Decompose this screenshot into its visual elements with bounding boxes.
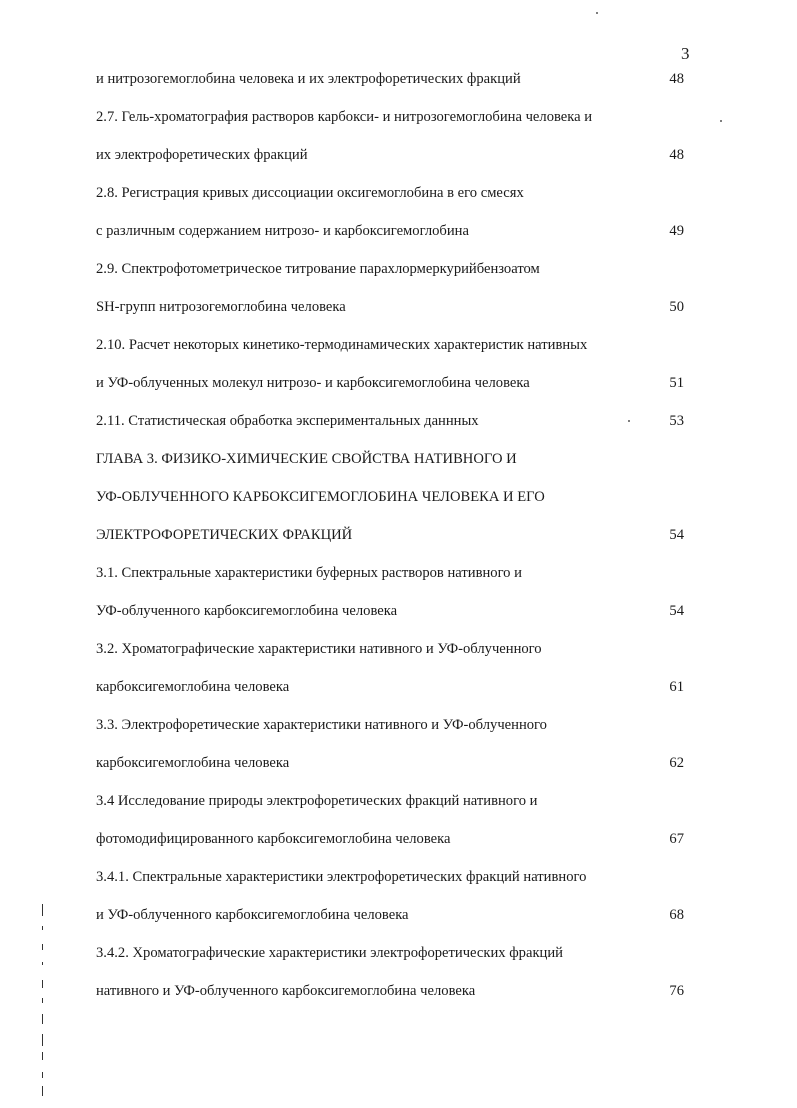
toc-page: 51 [669,375,684,391]
toc-page: 54 [669,527,684,543]
toc-chapter-heading: ГЛАВА 3. ФИЗИКО-ХИМИЧЕСКИЕ СВОЙСТВА НАТИВНОГО И [96,451,517,467]
toc-line: 2.10. Расчет некоторых кинетико-термодинамических характеристик нативных [96,337,588,353]
toc-line: 2.11. Статистическая обработка экспериментальных даннных [96,413,479,429]
toc-line: 3.4.2. Хроматографические характеристики электрофоретических фракций [96,945,563,961]
toc-line: карбоксигемоглобина человека [96,755,290,771]
toc-line: и нитрозогемоглобина человека и их электрофоретических фракций [96,71,521,87]
toc-line: карбоксигемоглобина человека [96,679,290,695]
toc-line: нативного и УФ-облученного карбоксигемоглобина человека [96,983,476,999]
toc-page: 53 [669,413,684,429]
toc-page: 50 [669,299,684,315]
toc-line: 3.1. Спектральные характеристики буферных растворов нативного и [96,565,522,581]
toc-line: 3.4.1. Спектральные характеристики электрофоретических фракций нативного [96,869,587,885]
toc-line: и УФ-облученных молекул нитрозо- и карбоксигемоглобина человека [96,375,530,391]
toc-page: 68 [669,907,684,923]
toc-line: их электрофоретических фракций [96,147,308,163]
toc-page: 54 [669,603,684,619]
toc-page: 48 [669,71,684,87]
toc-chapter-heading: ЭЛЕКТРОФОРЕТИЧЕСКИХ ФРАКЦИЙ [96,527,353,543]
toc-page: 48 [669,147,684,163]
toc-page: 67 [669,831,684,847]
scan-speck [628,420,630,422]
toc-line: 2.8. Регистрация кривых диссоциации оксигемоглобина в его смесях [96,185,524,201]
toc-page: 61 [669,679,684,695]
scan-speck [720,120,722,122]
page-number: 3 [681,44,690,63]
toc-line: 3.2. Хроматографические характеристики нативного и УФ-облученного [96,641,542,657]
toc-chapter-heading: УФ-ОБЛУЧЕННОГО КАРБОКСИГЕМОГЛОБИНА ЧЕЛОВЕКА И ЕГО [96,489,545,505]
scan-speck [596,12,598,14]
toc-line: SH-групп нитрозогемоглобина человека [96,299,346,315]
toc-page: 49 [669,223,684,239]
toc-line: фотомодифицированного карбоксигемоглобина человека [96,831,451,847]
toc-line: с различным содержанием нитрозо- и карбоксигемоглобина [96,223,469,239]
toc-line: 3.3. Электрофоретические характеристики нативного и УФ-облученного [96,717,547,733]
toc-line: 3.4 Исследование природы электрофоретических фракций нативного и [96,793,538,809]
toc-line: УФ-облученного карбоксигемоглобина человека [96,603,398,619]
toc-line: и УФ-облученного карбоксигемоглобина человека [96,907,409,923]
toc-line: 2.7. Гель-хроматография растворов карбокси- и нитрозогемоглобина человека и [96,109,593,125]
toc-page: 76 [669,983,684,999]
toc-line: 2.9. Спектрофотометрическое титрование парахлормеркурийбензоатом [96,261,540,277]
scan-margin-marks [40,900,46,1100]
toc-page: 62 [669,755,684,771]
